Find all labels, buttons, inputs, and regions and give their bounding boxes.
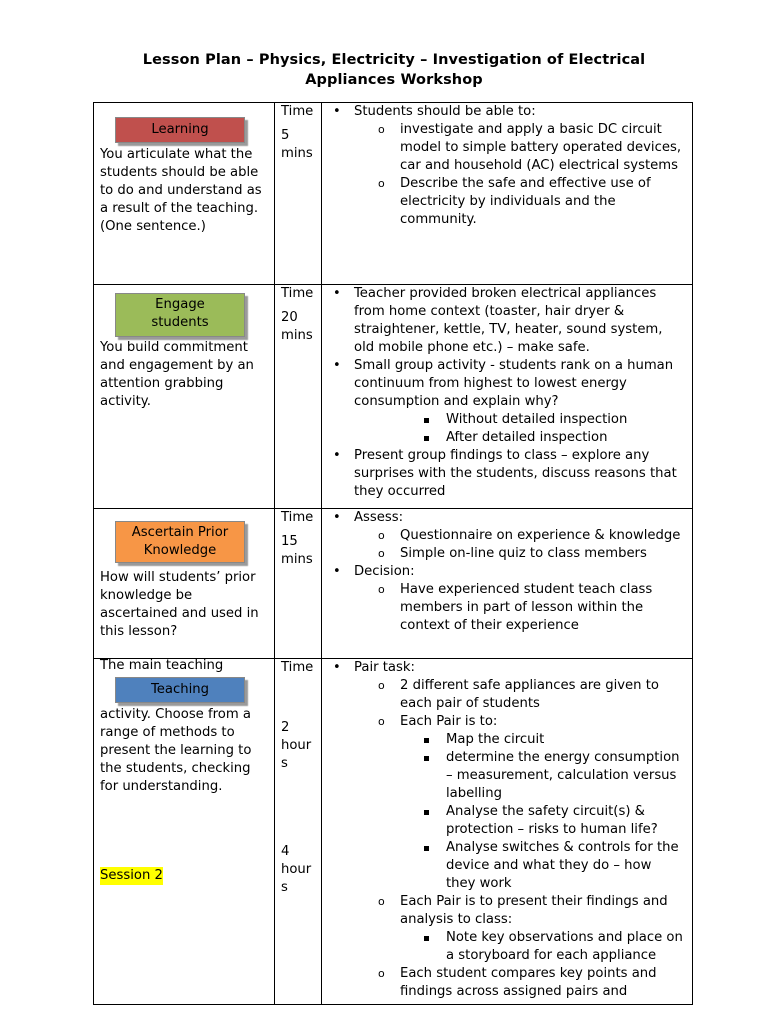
time-value-line-3: s xyxy=(281,880,288,895)
list-item: o Simple on-line quiz to class members xyxy=(328,545,684,563)
time-value-line-1: 4 xyxy=(281,844,290,859)
list-item xyxy=(328,893,684,965)
list-item xyxy=(328,659,684,1001)
time-cell-engage xyxy=(275,285,322,509)
sub-sub-list xyxy=(328,411,684,447)
engage-description: You build commitment and engagement by an attention grabbing activity. xyxy=(100,340,254,409)
list-item: • Teacher provided broken electrical appliances from home context (toaster, hair dryer & straightener, kettle, TV, heater, sound system, old mobile phone etc.) – make safe. xyxy=(328,285,684,357)
engage-label-box xyxy=(115,293,245,337)
engage-label-line-1: Engage xyxy=(155,297,205,312)
time-value-line-1: 20 xyxy=(281,310,298,325)
sub-sub-list xyxy=(328,731,684,893)
list-item xyxy=(328,357,684,447)
table-row-learning xyxy=(94,103,693,285)
sub-list xyxy=(328,677,684,1001)
content-cell-learning xyxy=(322,103,693,285)
teaching-label-box: Teaching xyxy=(115,677,245,703)
time-label: Time xyxy=(281,660,314,675)
time-label: Time xyxy=(281,286,314,301)
section-cell-teaching xyxy=(94,659,275,1005)
table-row-engage xyxy=(94,285,693,509)
list-item-text: Assess: xyxy=(354,510,404,525)
bullet-list xyxy=(328,659,684,1001)
list-item: o Each student compares key points and findings across assigned pairs and xyxy=(328,965,684,1001)
section-cell-learning xyxy=(94,103,275,285)
list-item xyxy=(328,103,684,229)
list-item: o Have experienced student teach class members in part of lesson within the context of their experience xyxy=(328,581,684,635)
time-value xyxy=(281,533,316,569)
list-item xyxy=(328,509,684,563)
list-item-text: Each Pair is to: xyxy=(400,714,498,729)
time-value-line-1: 2 xyxy=(281,720,290,735)
content-cell-engage xyxy=(322,285,693,509)
list-item: Analyse the safety circuit(s) & protection – risks to human life? xyxy=(400,803,684,839)
time-value xyxy=(281,309,316,345)
lesson-plan-table xyxy=(93,102,693,1005)
list-item-text: Each Pair is to present their findings and analysis to class: xyxy=(400,894,668,927)
time-value-line-2: mins xyxy=(281,328,313,343)
list-item-text: Students should be able to: xyxy=(354,104,536,119)
list-item: Without detailed inspection xyxy=(328,411,684,429)
list-item: After detailed inspection xyxy=(328,429,684,447)
list-item xyxy=(328,713,684,893)
sub-list xyxy=(328,581,684,635)
learning-label-box: Learning xyxy=(115,117,245,143)
content-cell-teaching xyxy=(322,659,693,1005)
list-item: Analyse switches & controls for the device and what they do – how they work xyxy=(400,839,684,893)
learning-description: You articulate what the students should be able to do and understand as a result of the teaching. (One sentence.) xyxy=(100,147,262,234)
time-value-line-3: s xyxy=(281,756,288,771)
list-item: Note key observations and place on a storyboard for each appliance xyxy=(400,929,684,965)
time-value-line-2: mins xyxy=(281,552,313,567)
table-row-prior-knowledge xyxy=(94,509,693,659)
prior-knowledge-label-line-2: Knowledge xyxy=(143,543,217,558)
teaching-description: activity. Choose from a range of methods to present the learning to the students, checking for understanding. xyxy=(100,707,252,794)
bullet-list xyxy=(328,509,684,635)
time-cell-teaching xyxy=(275,659,322,1005)
list-item: Map the circuit xyxy=(400,731,684,749)
section-cell-prior-knowledge xyxy=(94,509,275,659)
section-cell-engage xyxy=(94,285,275,509)
document-title xyxy=(94,50,694,90)
table-row-teaching xyxy=(94,659,693,1005)
bullet-list xyxy=(328,285,684,501)
list-item xyxy=(328,563,684,635)
time-value-line-2: hour xyxy=(281,738,312,753)
sub-list xyxy=(328,527,684,563)
bullet-list xyxy=(328,103,684,229)
list-item: o Questionnaire on experience & knowledge xyxy=(328,527,684,545)
list-item: determine the energy consumption – measurement, calculation versus labelling xyxy=(400,749,684,803)
time-value-line-2: hour xyxy=(281,862,312,877)
title-line-2: Appliances Workshop xyxy=(305,72,483,88)
content-cell-prior-knowledge xyxy=(322,509,693,659)
teaching-intro: The main teaching xyxy=(100,658,224,673)
time-value-line-1: 15 xyxy=(281,534,298,549)
time-label: Time xyxy=(281,104,314,119)
title-line-1: Lesson Plan – Physics, Electricity – Investigation of Electrical xyxy=(142,52,646,68)
list-item-text: Small group activity - students rank on a human continuum from highest to lowest energy consumption and explain why? xyxy=(354,358,674,409)
time-value: 5 mins xyxy=(281,128,313,161)
session-2-highlight: Session 2 xyxy=(100,868,163,883)
time-cell-learning xyxy=(275,103,322,285)
time-cell-prior-knowledge xyxy=(275,509,322,659)
sub-list xyxy=(328,121,684,229)
list-item-text: Pair task: xyxy=(354,660,415,675)
list-item: • Present group findings to class – explore any surprises with the students, discuss reasons that they occurred xyxy=(328,447,684,501)
list-item: o Describe the safe and effective use of electricity by individuals and the community. xyxy=(328,175,684,229)
time-value-session-2 xyxy=(281,843,316,897)
time-value-session-1 xyxy=(281,719,316,773)
time-label: Time xyxy=(281,510,314,525)
list-item-text: Decision: xyxy=(354,564,415,579)
engage-label-line-2: students xyxy=(151,315,209,330)
prior-knowledge-description: How will students’ prior knowledge be ascertained and used in this lesson? xyxy=(100,570,259,639)
prior-knowledge-label-line-1: Ascertain Prior xyxy=(131,525,229,540)
list-item: o investigate and apply a basic DC circuit model to simple battery operated devices, car and household (AC) electrical systems xyxy=(328,121,684,175)
list-item: o 2 different safe appliances are given to each pair of students xyxy=(328,677,684,713)
sub-sub-list xyxy=(328,929,684,965)
prior-knowledge-label-box xyxy=(115,521,245,563)
